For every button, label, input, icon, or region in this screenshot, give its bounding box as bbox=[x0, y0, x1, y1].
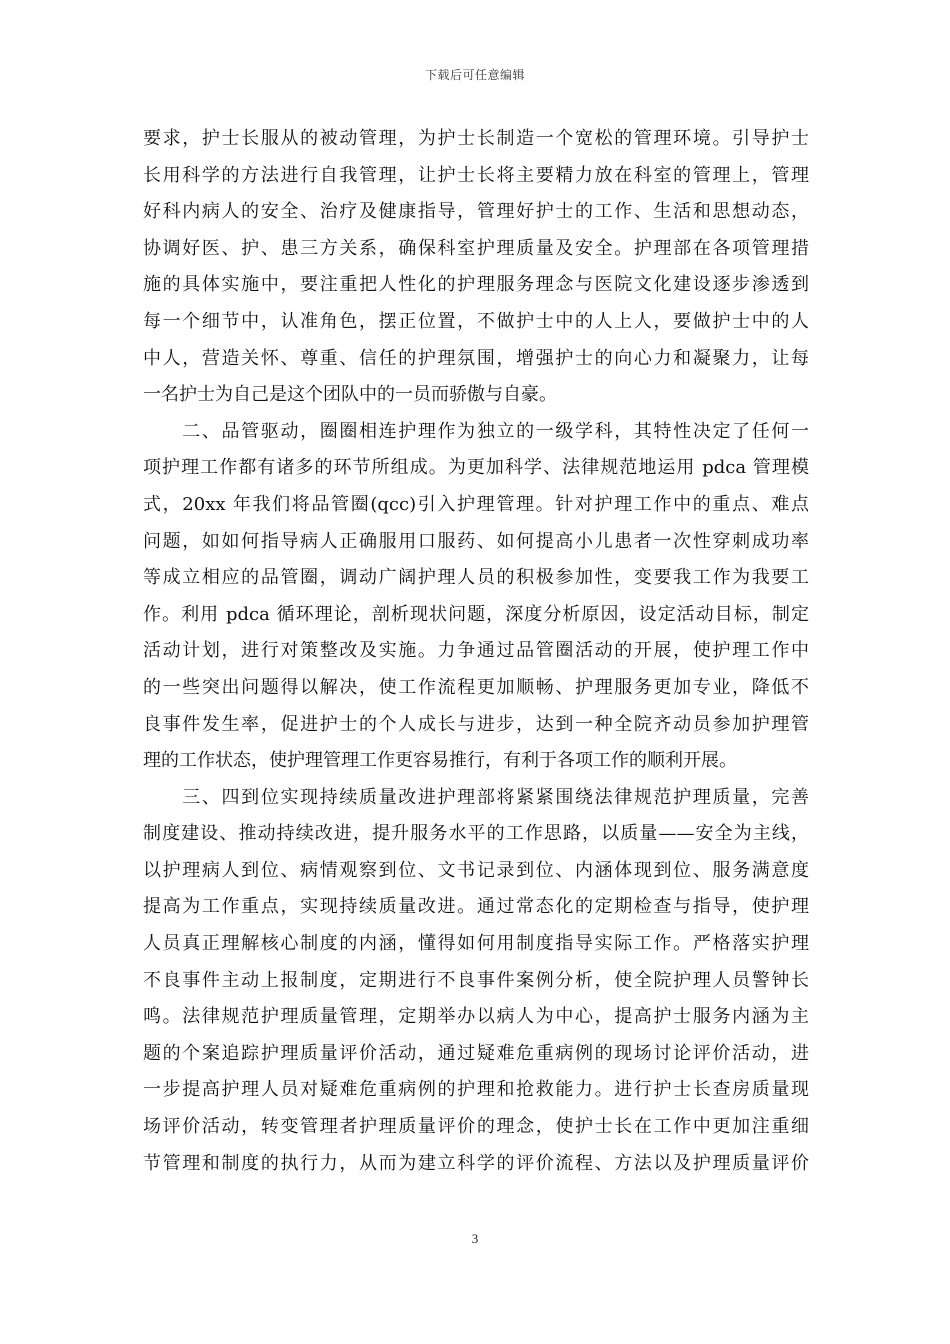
text-line: 不良事件主动上报制度，定期进行不良事件案例分析，使全院护理人员警钟长 bbox=[143, 969, 809, 991]
text-line: 二、品管驱动，圈圈相连护理作为独立的一级学科，其特性决定了任何一 bbox=[143, 420, 809, 442]
text-line: 施的具体实施中，要注重把人性化的护理服务理念与医院文化建设逐步渗透到 bbox=[143, 274, 809, 296]
text-line: 式，20xx 年我们将品管圈(qcc)引入护理管理。针对护理工作中的重点、难点 bbox=[143, 493, 809, 515]
text-line: 要求，护士长服从的被动管理，为护士长制造一个宽松的管理环境。引导护士 bbox=[143, 128, 809, 149]
text-line: 项护理工作都有诸多的环节所组成。为更加科学、法律规范地运用 pdca 管理模 bbox=[143, 457, 809, 479]
text-line: 题的个案追踪护理质量评价活动，通过疑难危重病例的现场讨论评价活动，进 bbox=[143, 1042, 809, 1064]
text-line: 制度建设、推动持续改进，提升服务水平的工作思路，以质量——安全为主线， bbox=[143, 823, 809, 845]
text-line: 问题，如如何指导病人正确服用口服药、如何提高小儿患者一次性穿刺成功率 bbox=[143, 530, 809, 552]
text-line: 场评价活动，转变管理者护理质量评价的理念，使护士长在工作中更加注重细 bbox=[143, 1116, 809, 1138]
document-body bbox=[143, 121, 809, 1182]
text-line: 中人，营造关怀、尊重、信任的护理氛围，增强护士的向心力和凝聚力，让每 bbox=[143, 347, 809, 369]
text-line: 理的工作状态，使护理管理工作更容易推行，有利于各项工作的顺利开展。 bbox=[143, 750, 737, 772]
text-line: 人员真正理解核心制度的内涵，懂得如何用制度指导实际工作。严格落实护理 bbox=[143, 933, 809, 955]
text-line: 的一些突出问题得以解决，使工作流程更加顺畅、护理服务更加专业，降低不 bbox=[143, 676, 809, 698]
text-line: 鸣。法律规范护理质量管理，定期举办以病人为中心，提高护士服务内涵为主 bbox=[143, 1006, 809, 1028]
page-number: 3 bbox=[471, 1231, 479, 1246]
text-line: 良事件发生率，促进护士的个人成长与进步，达到一种全院齐动员参加护理管 bbox=[143, 713, 809, 735]
text-line: 好科内病人的安全、治疗及健康指导，管理好护士的工作、生活和思想动态， bbox=[143, 201, 809, 223]
text-line: 以护理病人到位、病情观察到位、文书记录到位、内涵体现到位、服务满意度 bbox=[143, 859, 809, 881]
paragraph-3 bbox=[143, 780, 809, 1183]
text-line: 作。利用 pdca 循环理论，剖析现状问题，深度分析原因，设定活动目标，制定 bbox=[143, 603, 809, 625]
text-line: 协调好医、护、患三方关系，确保科室护理质量及安全。护理部在各项管理措 bbox=[143, 237, 809, 259]
page-header: 下载后可任意编辑 bbox=[424, 68, 525, 82]
text-line: 三、四到位实现持续质量改进护理部将紧紧围绕法律规范护理质量，完善 bbox=[143, 786, 809, 808]
text-line: 等成立相应的品管圈，调动广阔护理人员的积极参加性，变要我工作为我要工 bbox=[143, 567, 809, 589]
text-line: 一步提高护理人员对疑难危重病例的护理和抢救能力。进行护士长查房质量现 bbox=[143, 1079, 809, 1101]
text-line: 每一个细节中，认准角色，摆正位置，不做护士中的人上人，要做护士中的人 bbox=[143, 310, 809, 332]
text-line: 一名护士为自己是这个团队中的一员而骄傲与自豪。 bbox=[143, 384, 557, 406]
text-line: 节管理和制度的执行力，从而为建立科学的评价流程、方法以及护理质量评价 bbox=[143, 1152, 809, 1174]
text-line: 提高为工作重点，实现持续质量改进。通过常态化的定期检查与指导，使护理 bbox=[143, 896, 809, 918]
paragraph-1 bbox=[143, 121, 809, 414]
paragraph-2 bbox=[143, 414, 809, 780]
text-line: 长用科学的方法进行自我管理，让护士长将主要精力放在科室的管理上，管理 bbox=[143, 164, 809, 186]
text-line: 活动计划，进行对策整改及实施。力争通过品管圈活动的开展，使护理工作中 bbox=[143, 640, 809, 662]
